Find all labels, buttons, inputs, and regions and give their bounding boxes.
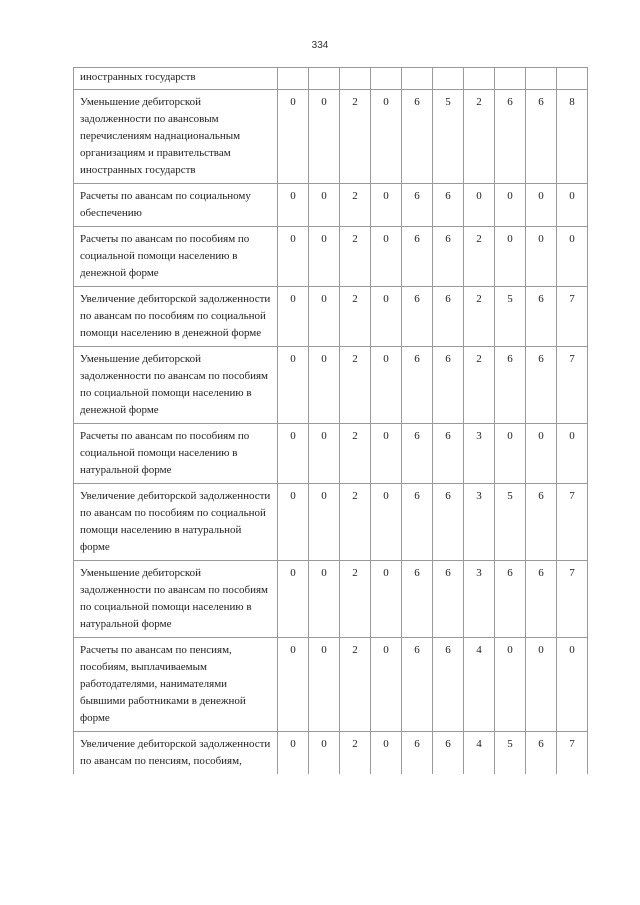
code-digit-cell: 0 [495,184,526,227]
code-digit-cell: 0 [278,638,309,732]
code-digit-cell: 0 [278,90,309,184]
code-digit-cell: 6 [402,638,433,732]
code-digit-cell: 0 [526,638,557,732]
code-digit-cell: 2 [340,424,371,484]
code-digit-cell: 0 [495,424,526,484]
code-digit-cell [526,68,557,90]
code-digit-cell: 0 [495,638,526,732]
code-digit-cell: 0 [309,561,340,638]
table-row [74,347,588,424]
code-digit-cell: 6 [433,184,464,227]
code-digit-cell: 0 [309,90,340,184]
code-digit-cell: 0 [526,184,557,227]
code-digit-cell: 6 [495,561,526,638]
table-row [74,424,588,484]
table-row [74,484,588,561]
code-digit-cell: 0 [309,227,340,287]
code-digit-cell: 3 [464,561,495,638]
code-digit-cell: 0 [278,484,309,561]
account-name-cell: Уменьшение дебиторской задолженности по авансовым перечислениям наднациональным организациям и правительствам иностранных государств [74,90,278,184]
code-digit-cell: 8 [557,90,588,184]
code-digit-cell: 0 [309,484,340,561]
code-digit-cell: 5 [495,484,526,561]
code-digit-cell: 0 [309,287,340,347]
code-digit-cell: 6 [526,347,557,424]
account-name-cell: Расчеты по авансам по социальному обеспечению [74,184,278,227]
code-digit-cell [371,68,402,90]
code-digit-cell: 6 [433,561,464,638]
code-digit-cell: 0 [371,227,402,287]
table-row [74,68,588,90]
code-digit-cell: 6 [402,227,433,287]
table-body [74,68,588,775]
code-digit-cell: 0 [278,227,309,287]
account-name-cell: Расчеты по авансам по пособиям по социальной помощи населению в натуральной форме [74,424,278,484]
code-digit-cell: 2 [340,561,371,638]
code-digit-cell: 5 [495,287,526,347]
table-row [74,638,588,732]
code-digit-cell: 0 [278,287,309,347]
code-digit-cell: 2 [340,347,371,424]
code-digit-cell: 3 [464,484,495,561]
code-digit-cell: 6 [433,484,464,561]
code-digit-cell: 5 [495,732,526,775]
code-digit-cell: 6 [433,638,464,732]
code-digit-cell: 0 [278,732,309,775]
code-digit-cell: 7 [557,484,588,561]
code-digit-cell: 0 [278,347,309,424]
code-digit-cell: 0 [371,732,402,775]
code-digit-cell: 4 [464,732,495,775]
code-digit-cell: 0 [371,184,402,227]
table-row [74,90,588,184]
code-digit-cell [340,68,371,90]
code-digit-cell: 0 [557,638,588,732]
code-digit-cell: 6 [526,732,557,775]
code-digit-cell: 0 [309,184,340,227]
code-digit-cell [402,68,433,90]
code-digit-cell: 2 [340,287,371,347]
code-digit-cell: 6 [433,347,464,424]
code-digit-cell: 6 [402,184,433,227]
code-digit-cell: 6 [433,227,464,287]
code-digit-cell: 6 [402,732,433,775]
code-digit-cell: 2 [340,638,371,732]
code-digit-cell: 6 [433,732,464,775]
account-name-cell: Расчеты по авансам по пособиям по социальной помощи населению в денежной форме [74,227,278,287]
code-digit-cell: 6 [402,287,433,347]
code-digit-cell: 0 [371,561,402,638]
code-digit-cell: 6 [402,424,433,484]
code-digit-cell: 6 [402,484,433,561]
code-digit-cell: 2 [340,484,371,561]
code-digit-cell: 4 [464,638,495,732]
account-name-cell: иностранных государств [74,68,278,90]
code-digit-cell: 0 [278,424,309,484]
code-digit-cell: 6 [526,287,557,347]
account-name-cell: Увеличение дебиторской задолженности по авансам по пенсиям, пособиям, [74,732,278,775]
code-digit-cell [464,68,495,90]
code-digit-cell: 0 [526,424,557,484]
table-row [74,227,588,287]
code-digit-cell: 3 [464,424,495,484]
code-digit-cell: 0 [309,424,340,484]
code-digit-cell [495,68,526,90]
account-name-cell: Увеличение дебиторской задолженности по авансам по пособиям по социальной помощи населению в денежной форме [74,287,278,347]
code-digit-cell: 0 [371,484,402,561]
table-row [74,184,588,227]
code-digit-cell: 0 [557,184,588,227]
code-digit-cell: 0 [371,347,402,424]
code-digit-cell: 0 [371,90,402,184]
code-digit-cell [309,68,340,90]
code-digit-cell: 6 [495,347,526,424]
table-row [74,287,588,347]
code-digit-cell: 6 [402,90,433,184]
code-digit-cell: 2 [464,227,495,287]
code-digit-cell: 7 [557,561,588,638]
code-digit-cell: 6 [402,347,433,424]
code-digit-cell [278,68,309,90]
code-digit-cell: 6 [526,561,557,638]
code-digit-cell: 0 [557,424,588,484]
account-name-cell: Уменьшение дебиторской задолженности по авансам по пособиям по социальной помощи населению в денежной форме [74,347,278,424]
code-digit-cell: 6 [402,561,433,638]
code-digit-cell [557,68,588,90]
code-digit-cell: 6 [526,484,557,561]
code-digit-cell: 6 [433,287,464,347]
code-digit-cell: 6 [433,424,464,484]
code-digit-cell: 2 [340,227,371,287]
code-digit-cell: 2 [340,732,371,775]
account-name-cell: Уменьшение дебиторской задолженности по авансам по пособиям по социальной помощи населению в натуральной форме [74,561,278,638]
account-name-cell: Увеличение дебиторской задолженности по авансам по пособиям по социальной помощи населению в натуральной форме [74,484,278,561]
code-digit-cell: 2 [464,90,495,184]
code-digit-cell: 0 [371,638,402,732]
code-digit-cell: 7 [557,287,588,347]
code-digit-cell: 6 [495,90,526,184]
code-digit-cell: 2 [464,347,495,424]
account-name-cell: Расчеты по авансам по пенсиям, пособиям, выплачиваемым работодателями, нанимателями бывшими работниками в денежной форме [74,638,278,732]
code-digit-cell [433,68,464,90]
page-number: 334 [311,40,329,51]
code-digit-cell: 0 [557,227,588,287]
code-digit-cell: 0 [495,227,526,287]
code-digit-cell: 2 [340,90,371,184]
code-digit-cell: 7 [557,347,588,424]
code-digit-cell: 7 [557,732,588,775]
code-digit-cell: 6 [526,90,557,184]
table-row [74,561,588,638]
code-digit-cell: 2 [464,287,495,347]
code-digit-cell: 0 [371,424,402,484]
account-codes-table [73,67,588,774]
code-digit-cell: 0 [464,184,495,227]
code-digit-cell: 5 [433,90,464,184]
code-digit-cell: 0 [309,732,340,775]
code-digit-cell: 0 [278,561,309,638]
code-digit-cell: 0 [526,227,557,287]
table-row [74,732,588,775]
code-digit-cell: 2 [340,184,371,227]
code-digit-cell: 0 [278,184,309,227]
code-digit-cell: 0 [309,638,340,732]
code-digit-cell: 0 [371,287,402,347]
code-digit-cell: 0 [309,347,340,424]
